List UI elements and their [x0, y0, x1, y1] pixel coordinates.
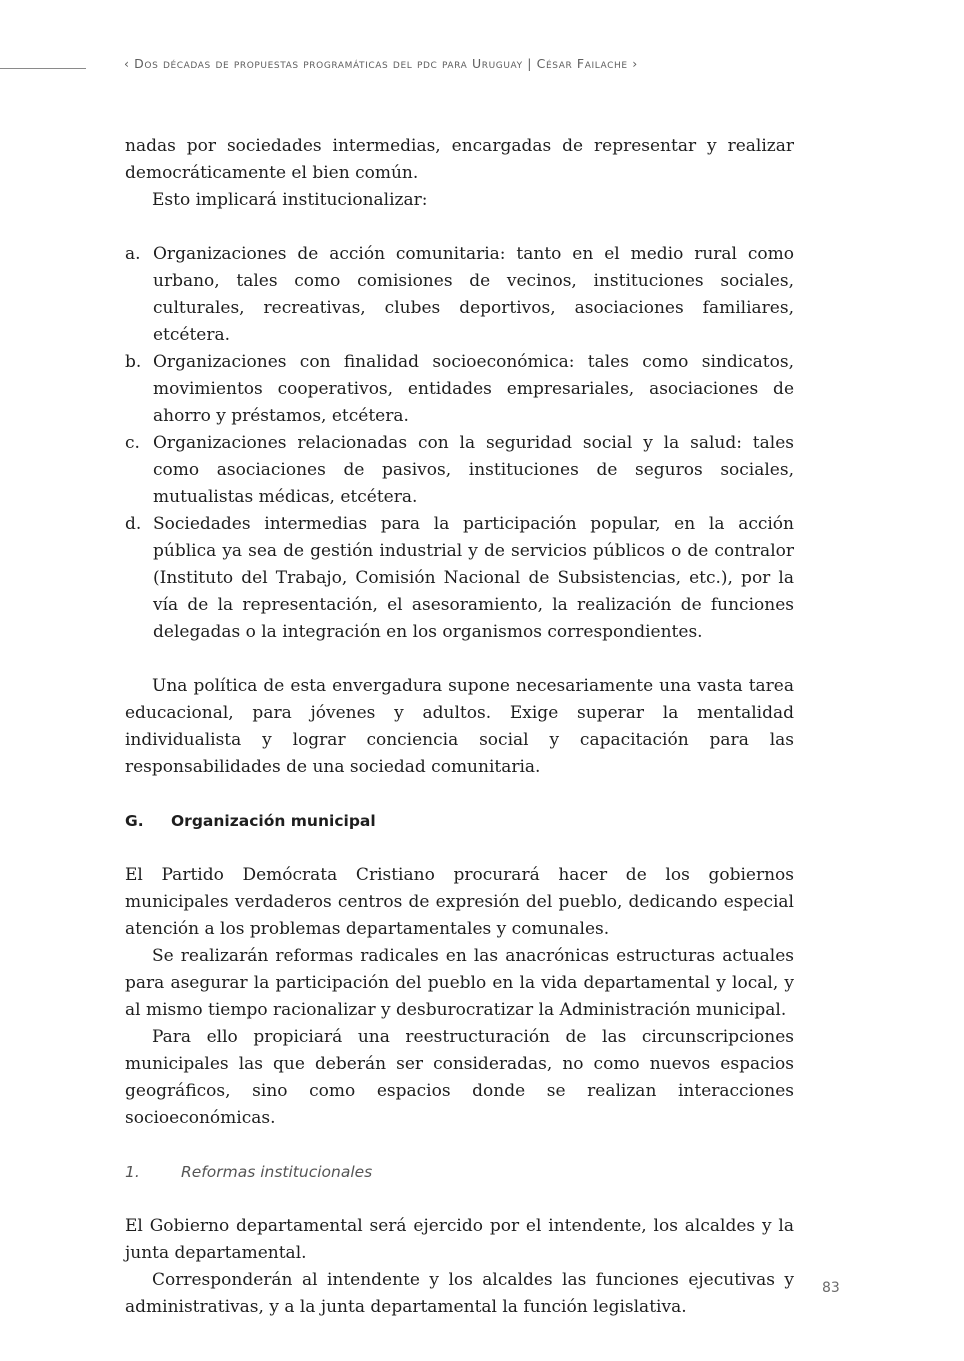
running-head: ‹ Dos décadas de propuestas programáticas del pdc para Uruguay | César Failache › [124, 56, 638, 71]
paragraph: nadas por sociedades intermedias, encargadas de representar y realizar democráticamente el bien común. [125, 136, 794, 183]
page-number: 83 [822, 1280, 840, 1296]
paragraph: Para ello propiciará una reestructuración de las circunscripciones municipales las que deberán ser consideradas, no como nuevos espacios geográficos, sino como espacios donde se realizan interacciones socioeconómicas. [125, 1027, 794, 1128]
paragraph: Una política de esta envergadura supone necesariamente una vasta tarea educacional, para jóvenes y adultos. Exige superar la mentalidad individualista y lograr conciencia social y capacitación para las responsabilidades de una sociedad comunitaria. [125, 676, 794, 777]
paragraph: El Partido Demócrata Cristiano procurará hacer de los gobiernos municipales verdaderos centros de expresión del pueblo, dedicando especial atención a los problemas departamentales y comunales. [125, 865, 794, 939]
subsection-number: 1. [125, 1163, 140, 1181]
list-item-text: Sociedades intermedias para la participación popular, en la acción pública ya sea de gestión industrial y de servicios públicos o de contralor (Instituto del Trabajo, Comisión Nacional de Subsistencias, etc.), por la vía de la representación, el asesoramiento, la realización de funciones delegadas o la integración en los organismos correspondientes. [153, 514, 794, 642]
list-marker: c. [125, 433, 140, 453]
section-number: G. [125, 812, 144, 830]
paragraph: Corresponderán al intendente y los alcaldes las funciones ejecutivas y administrativas, y a la junta departamental la función legislativa. [125, 1270, 794, 1317]
header-rule [0, 68, 86, 69]
list-item [125, 511, 794, 646]
paragraph: El Gobierno departamental será ejercido por el intendente, los alcaldes y la junta departamental. [125, 1216, 794, 1263]
list-item-text: Organizaciones con finalidad socioeconómica: tales como sindicatos, movimientos cooperativos, entidades empresariales, asociaciones de ahorro y préstamos, etcétera. [153, 352, 794, 426]
list-marker: d. [125, 514, 142, 534]
list-item [125, 241, 794, 349]
list-item-text: Organizaciones relacionadas con la seguridad social y la salud: tales como asociaciones de pasivos, instituciones de seguros sociales, mutualistas médicas, etcétera. [153, 433, 794, 507]
subsection-heading [125, 1159, 794, 1186]
section-heading [125, 808, 794, 835]
list-marker: a. [125, 244, 141, 264]
list-item [125, 430, 794, 511]
paragraph: Se realizarán reformas radicales en las anacrónicas estructuras actuales para asegurar la participación del pueblo en la vida departamental y local, y al mismo tiempo racionalizar y desburocratizar la Administración municipal. [125, 946, 794, 1020]
institution-list [125, 241, 794, 646]
subsection-title: Reformas institucionales [181, 1163, 373, 1181]
page-body [125, 133, 794, 1321]
paragraph: Esto implicará institucionalizar: [152, 190, 428, 210]
list-item-text: Organizaciones de acción comunitaria: tanto en el medio rural como urbano, tales como comisiones de vecinos, instituciones sociales, culturales, recreativas, clubes deportivos, asociaciones familiares, etcétera. [153, 244, 794, 345]
section-title: Organización municipal [171, 812, 376, 830]
list-item [125, 349, 794, 430]
list-marker: b. [125, 352, 142, 372]
